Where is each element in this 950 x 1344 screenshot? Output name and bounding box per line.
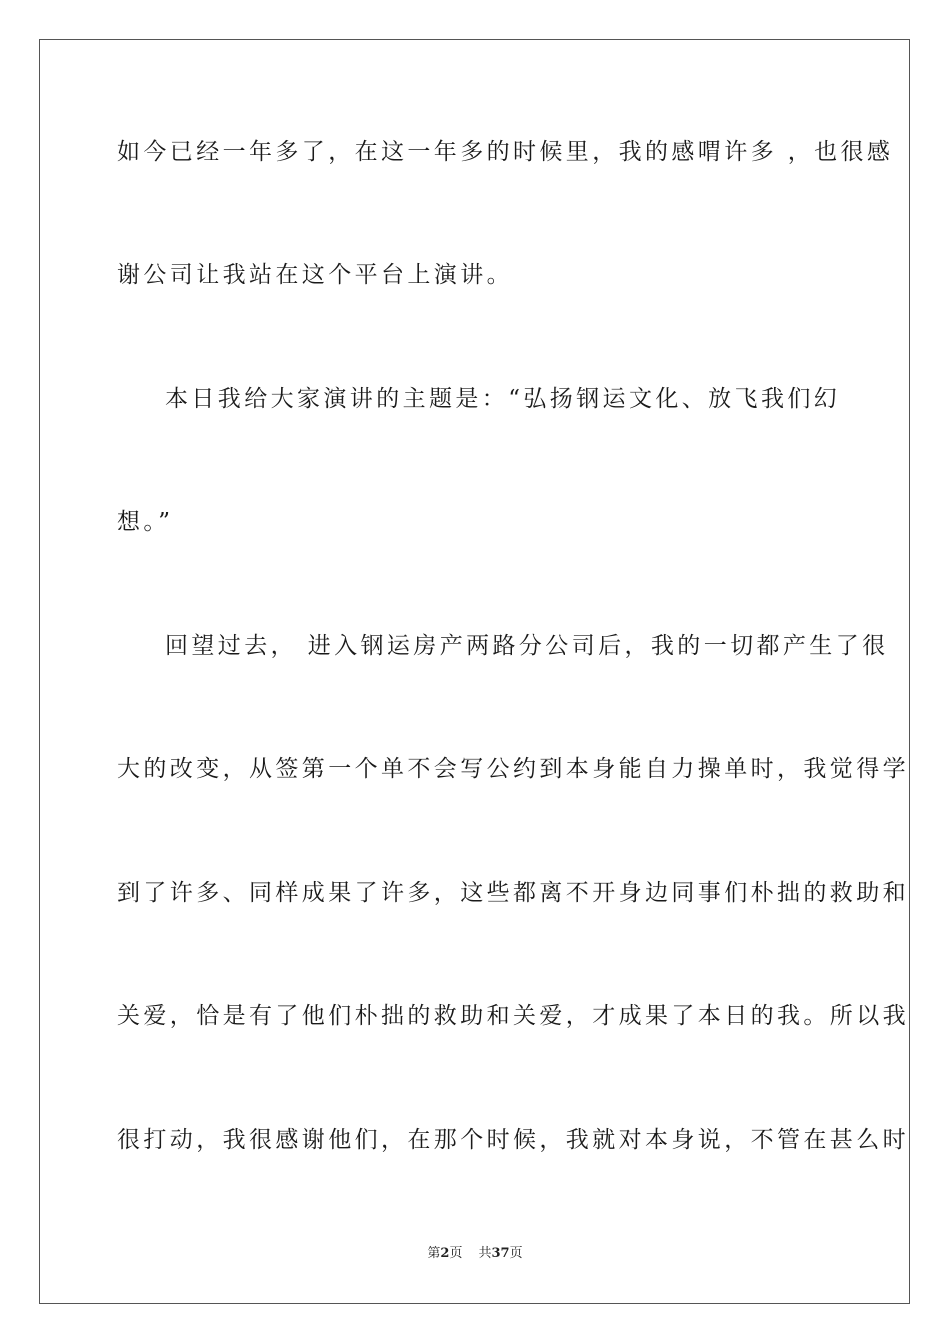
text-line-8: 关爱，恰是有了他们朴拙的救助和关爱，才成果了本日的我。所以我 (117, 1003, 909, 1029)
page-suffix: 页 (449, 1246, 463, 1261)
text-line-4: 想。” (117, 509, 174, 535)
text-line-6: 大的改变，从签第一个单不会写公约到本身能自力操单时，我觉得学 (117, 756, 909, 782)
text-line-7: 到了许多、同样成果了许多，这些都离不开身边同事们朴拙的救助和 (117, 880, 909, 906)
page-number: 2 (440, 1246, 450, 1261)
total-suffix: 页 (509, 1246, 523, 1261)
page-prefix: 第 (427, 1246, 441, 1261)
text-line-2: 谢公司让我站在这个平台上演讲。 (117, 262, 513, 288)
total-prefix: 共 (478, 1246, 492, 1261)
text-line-3: 本日我给大家演讲的主题是：“弘扬钢运文化、放飞我们幻 (165, 386, 841, 412)
text-line-5: 回望过去， 进入钢运房产两路分公司后，我的一切都产生了很 (165, 633, 889, 659)
total-pages: 37 (491, 1246, 510, 1261)
page-border (39, 39, 910, 1304)
text-line-9: 很打动，我很感谢他们，在那个时候，我就对本身说，不管在甚么时 (117, 1127, 909, 1153)
page-footer (0, 1245, 950, 1263)
text-line-1: 如今已经一年多了，在这一年多的时候里，我的感喟许多 ，也很感 (117, 139, 894, 165)
